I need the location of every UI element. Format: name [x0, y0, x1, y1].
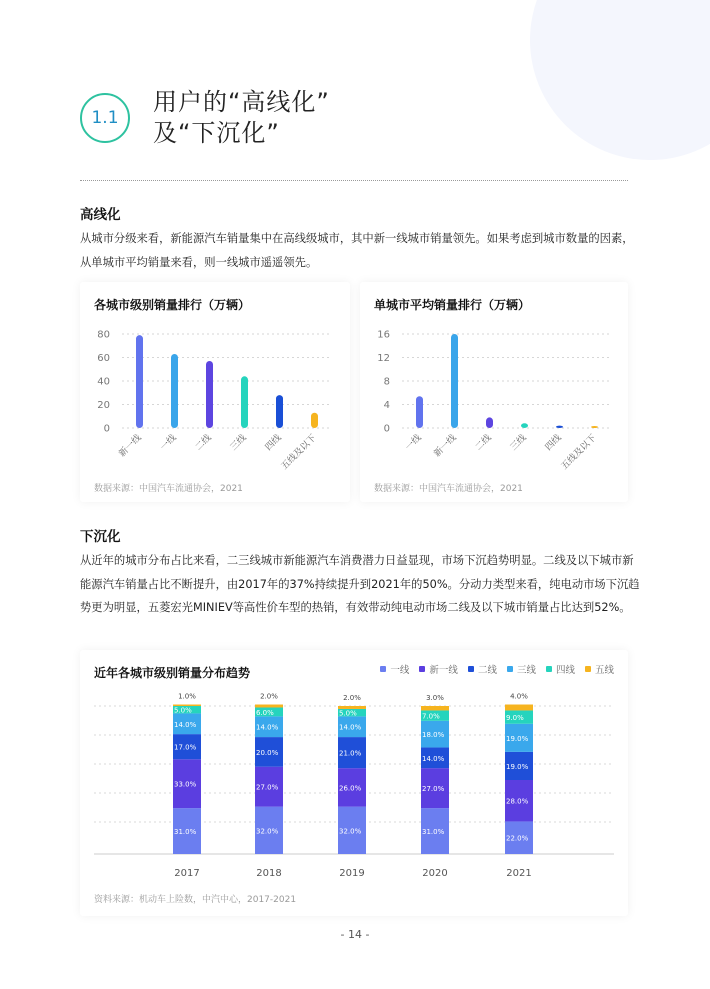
section-number-badge	[80, 93, 130, 143]
legend-swatch	[507, 666, 513, 672]
data-label: 28.0%	[506, 797, 529, 806]
data-label: 2.0%	[343, 694, 361, 702]
data-label: 5.0%	[174, 706, 192, 715]
legend-label: 五线	[594, 665, 614, 676]
gaoxian-heading: 高线化	[80, 207, 121, 223]
chart-legend	[380, 662, 614, 676]
data-label: 5.0%	[339, 709, 357, 718]
xiachen-body: 从近年的城市分布占比来看，二三线城市新能源汽车消费潜力日益显现，市场下沉趋势明显。二线及以下城市新能源汽车销量占比不断提升，由2017年的37%持续提升到2021年的50%。分动力类型来看，纯电动市场下沉趋势更为明显，五菱宏光MINIEV等高性价车型的热销，有效带动纯电动市场二线及以下城市销量占比达到52%。	[80, 554, 640, 614]
y-tick-label: 0	[383, 423, 390, 435]
x-tick-label: 三线	[508, 433, 529, 453]
stacked-bar-segment	[421, 706, 449, 710]
x-tick-label: 一线	[403, 433, 424, 453]
bar	[521, 423, 528, 428]
data-label: 27.0%	[422, 785, 445, 794]
section-number: 1.1	[91, 108, 119, 128]
data-label: 18.0%	[422, 731, 445, 740]
legend-item	[468, 662, 497, 676]
section-title	[153, 87, 330, 149]
bar	[241, 376, 248, 428]
chart-title: 单城市平均销量排行（万辆）	[374, 298, 531, 312]
section-title-line2: 及“下沉化”	[153, 119, 280, 147]
bar	[206, 361, 213, 428]
chart-card-distribution-trend	[80, 650, 628, 916]
legend-label: 一线	[390, 665, 410, 676]
data-label: 4.0%	[510, 692, 528, 701]
x-tick-label: 四线	[263, 433, 284, 453]
data-label: 21.0%	[339, 749, 362, 758]
y-tick-label: 20	[97, 400, 110, 411]
legend-swatch	[468, 666, 474, 672]
bar	[451, 334, 458, 428]
legend-label: 三线	[516, 665, 536, 676]
decorative-circle	[530, 0, 710, 160]
y-tick-label: 8	[383, 376, 390, 388]
legend-swatch	[380, 666, 386, 672]
data-label: 14.0%	[339, 723, 362, 732]
legend-item	[380, 662, 409, 676]
avg-city-sales-chart	[360, 310, 628, 510]
data-label: 19.0%	[506, 734, 529, 743]
x-tick-label: 四线	[543, 433, 564, 453]
bar	[276, 395, 283, 428]
data-label: 31.0%	[174, 828, 197, 837]
x-tick-label: 三线	[228, 433, 249, 453]
data-label: 6.0%	[256, 708, 274, 717]
chart-source: 数据来源：中国汽车流通协会，2021	[374, 484, 523, 494]
x-tick-label: 五线及以下	[559, 433, 599, 472]
data-label: 3.0%	[426, 694, 444, 702]
legend-item	[546, 662, 575, 676]
legend-swatch	[546, 666, 552, 672]
data-label: 1.0%	[178, 692, 196, 701]
data-label: 17.0%	[174, 743, 197, 752]
data-label: 14.0%	[422, 754, 445, 763]
data-label: 14.0%	[256, 723, 279, 732]
section-divider	[80, 180, 628, 181]
chart-title: 各城市级别销量排行（万辆）	[94, 298, 251, 312]
data-label: 20.0%	[256, 748, 279, 757]
bar	[171, 354, 178, 428]
x-tick-label: 2017	[174, 868, 200, 879]
legend-item	[585, 662, 614, 676]
x-tick-label: 新一线	[117, 433, 144, 460]
x-tick-label: 2020	[422, 868, 448, 879]
legend-item	[507, 662, 536, 676]
x-tick-label: 2018	[256, 868, 282, 879]
chart-source: 数据来源：中国汽车流通协会，2021	[94, 484, 243, 494]
data-label: 31.0%	[422, 828, 445, 837]
data-label: 14.0%	[174, 720, 197, 729]
data-label: 2.0%	[260, 692, 278, 701]
x-tick-label: 二线	[193, 433, 214, 453]
data-label: 7.0%	[422, 712, 440, 721]
legend-label: 四线	[555, 665, 575, 676]
x-tick-label: 五线及以下	[279, 433, 319, 472]
y-tick-label: 60	[97, 353, 110, 364]
stacked-bar-segment	[338, 706, 366, 709]
bar	[311, 413, 318, 428]
y-tick-label: 4	[383, 400, 390, 411]
bar	[556, 426, 563, 428]
x-tick-label: 新一线	[432, 433, 459, 460]
data-label: 27.0%	[256, 783, 279, 792]
bar	[591, 426, 598, 428]
y-tick-label: 0	[103, 423, 110, 435]
legend-swatch	[419, 666, 425, 672]
legend-swatch	[585, 666, 591, 672]
legend-label: 新一线	[429, 665, 458, 676]
legend-item	[419, 662, 458, 676]
data-label: 9.0%	[506, 714, 524, 723]
gaoxian-body: 从城市分级来看，新能源汽车销量集中在高线级城市，其中新一线城市销量领先。如果考虑到城市数量的因素，从单城市平均销量来看，则一线城市遥遥领先。	[80, 232, 634, 269]
data-label: 32.0%	[339, 827, 362, 836]
distribution-trend-chart	[80, 676, 628, 896]
chart-title: 近年各城市级别销量分布趋势	[94, 666, 251, 680]
data-label: 19.0%	[506, 762, 529, 771]
y-tick-label: 40	[97, 376, 110, 388]
bar	[416, 396, 423, 428]
stacked-bar-segment	[173, 705, 201, 706]
y-tick-label: 16	[377, 329, 390, 341]
bar	[486, 417, 493, 428]
data-label: 32.0%	[256, 827, 279, 836]
stacked-bar-segment	[255, 705, 283, 708]
section-title-line1: 用户的“高线化”	[153, 88, 330, 116]
bar	[136, 335, 143, 428]
data-label: 33.0%	[174, 780, 197, 789]
x-tick-label: 一线	[158, 433, 179, 453]
y-tick-label: 80	[97, 329, 110, 341]
data-label: 26.0%	[339, 784, 362, 793]
y-tick-label: 12	[377, 353, 390, 364]
chart-source: 资料来源：机动车上险数，中汽中心，2017-2021	[94, 895, 297, 905]
data-label: 22.0%	[506, 834, 529, 843]
x-tick-label: 2019	[339, 868, 365, 879]
legend-label: 二线	[477, 665, 497, 676]
stacked-bar-segment	[505, 705, 533, 711]
chart-card-city-level-sales	[80, 282, 350, 502]
page-number: - 14 -	[340, 928, 370, 941]
xiachen-heading: 下沉化	[80, 529, 121, 545]
city-level-sales-chart	[80, 310, 350, 510]
chart-card-avg-city-sales	[360, 282, 628, 502]
x-tick-label: 2021	[506, 868, 532, 879]
x-tick-label: 二线	[473, 433, 494, 453]
